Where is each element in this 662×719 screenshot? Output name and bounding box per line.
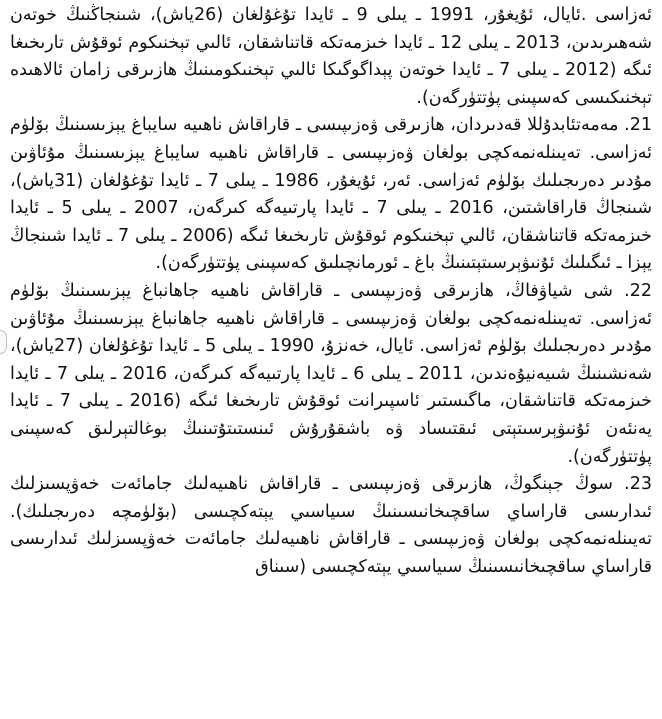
paragraph-22: 22. شى شياۋفاڭ، ھازىرقى ۋەزىپىسى ـ قاراقاش ناھىيە جاھانباغ يېزىسىنىڭ بۆلۈم ئەزاسى. تەيىنلەنمەكچى بولغان ۋەزىپىسى ـ قاراقاش ناھىيە جاھانباغ يېزىسىنىڭ مۇئاۋىن مۇدىر دەرىجىلىك بۆلۈم ئەزاسى. ئايال، خەنزۇ، 1990 ـ يىلى 5 ـ ئايدا تۇغۇلغان (27ياش)، شەنشىنىڭ شىيەنيۇەندىن، 2011 ـ يىلى 6 ـ ئايدا پارتىيەگە كىرگەن، 2016 ـ يىلى 7 ـ ئايدا خىزمەتكە قاتناشقان، ماگىستىر ئاسپىرانت ئوقۇش تارىخىغا ئىگە (2016 ـ يىلى 7 ـ ئايدا يەنئەن ئۇنىۋېرسىتېتى ئىقتىساد ۋە باشقۇرۇش ئىنستىتۇتىنىڭ بوغالتېرلىق كەسپىنى پۈتتۈرگەن). (10, 280, 652, 467)
paragraph-23: 23. سوڭ جېنگوڭ، ھازىرقى ۋەزىپىسى ـ قاراقاش ناھىيەلىك جامائەت خەۋپسىزلىك ئىدارىسى قاراساي ساقچىخانىسىنىڭ سىياسىي يېتەكچىسى (بۆلۈمچە دەرىجىلىك). تەيىنلەنمەكچى بولغان ۋەزىپىسى ـ قاراقاش ناھىيەلىك جامائەت خەۋپسىزلىك ئىدارىسى قاراساي ساقچىخانىسىنىڭ سىياسىي يېتەكچىسى (سىناق (10, 474, 652, 577)
document-page (10, 2, 652, 717)
paragraph-20-continuation: ئەزاسى .ئايال، ئۇيغۇر، 1991 ـ يىلى 9 ـ ئايدا تۇغۇلغان (26ياش)، شىنجاڭنىڭ خوتەن شەھىرىدىن، 2013 ـ يىلى 12 ـ ئايدا خىزمەتكە قاتناشقان، ئالىي تېخنىكوم ئوقۇش تارىخىغا ئىگە (2012 ـ يىلى 7 ـ ئايدا خوتەن پېداگوگىكا ئالىي تېخنىكومىنىڭ ھازىرقى زامان ئالاھىدە تېخنىكىسى كەسپىنى پۈتتۈرگەن). (10, 5, 652, 108)
paragraph-21: 21. مەمەتئابدۇللا قەدىردان، ھازىرقى ۋەزىپىسى ـ قاراقاش ناھىيە سايباغ يېزىسىنىڭ بۆلۈم ئەزاسى. تەيىنلەنمەكچى بولغان ۋەزىپىسى ـ قاراقاش ناھىيە سايباغ يېزىسىنىڭ مۇئاۋىن مۇدىر دەرىجىلىك بۆلۈم ئەزاسى. ئەر، ئۇيغۇر، 1986 ـ يىلى 7 ـ ئايدا تۇغۇلغان (31ياش)، شىنجاڭ قاراقاشتىن، 2016 ـ يىلى 7 ـ ئايدا پارتىيەگە كىرگەن، 2007 ـ يىلى 5 ـ ئايدا خىزمەتكە قاتناشقان، ئالىي تېخنىكوم ئوقۇش تارىخىغا ئىگە (2006 ـ يىلى 7 ـ ئايدا شىنجاڭ يېزا ـ ئىگىلىك ئۇنىۋېرسىتېتىنىڭ باغ ـ ئورمانچىلىق كەسپىنى پۈتتۈرگەن). (10, 115, 652, 274)
viewer-page-edge-tab[interactable] (0, 330, 7, 354)
